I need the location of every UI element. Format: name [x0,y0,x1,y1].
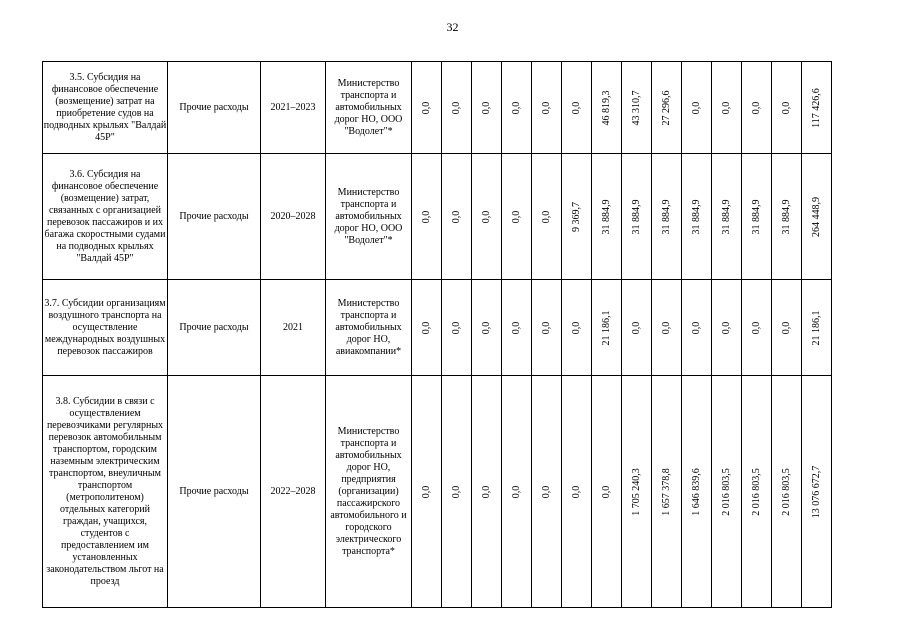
value-cell [562,154,592,280]
amount-value: 1 646 839,6 [690,467,702,516]
amount-value: 31 884,9 [600,199,612,234]
value-cell [442,154,472,280]
amount-value: 9 369,7 [570,201,582,232]
amount-value: 31 884,9 [750,199,762,234]
amount-value: 31 884,9 [720,199,732,234]
value-cell [742,376,772,608]
amount-value: 0,0 [510,210,522,223]
amount-value: 0,0 [480,210,492,223]
amount-value: 1 657 378,8 [660,467,672,516]
value-cell [532,376,562,608]
value-cell [802,280,832,376]
expense-type: Прочие расходы [168,62,261,154]
implementation-years: 2020–2028 [261,154,326,280]
amount-value: 31 884,9 [780,199,792,234]
value-cell [712,154,742,280]
amount-value: 0,0 [510,485,522,498]
expense-type: Прочие расходы [168,376,261,608]
value-cell [682,376,712,608]
value-cell [802,154,832,280]
amount-value: 31 884,9 [660,199,672,234]
amount-value: 0,0 [750,321,762,334]
amount-value: 0,0 [450,210,462,223]
amount-value: 43 310,7 [630,90,642,125]
value-cell [472,154,502,280]
value-cell [502,62,532,154]
value-cell [532,280,562,376]
value-cell [652,376,682,608]
value-cell [682,62,712,154]
implementation-years: 2022–2028 [261,376,326,608]
value-cell [592,280,622,376]
total-value: 117 426,6 [810,87,822,128]
value-cell [412,280,442,376]
value-cell [652,280,682,376]
value-cell [442,62,472,154]
implementation-years: 2021 [261,280,326,376]
value-cell [652,154,682,280]
value-cell [742,280,772,376]
amount-value: 0,0 [690,321,702,334]
amount-value: 21 186,1 [600,310,612,345]
value-cell [742,62,772,154]
expense-type: Прочие расходы [168,280,261,376]
value-cell [562,62,592,154]
amount-value: 0,0 [570,101,582,114]
amount-value: 0,0 [600,485,612,498]
value-cell [622,280,652,376]
value-cell [502,154,532,280]
value-cell [772,154,802,280]
value-cell [772,62,802,154]
amount-value: 0,0 [540,210,552,223]
value-cell [622,376,652,608]
amount-value: 0,0 [450,101,462,114]
value-cell [562,376,592,608]
value-cell [532,62,562,154]
amount-value: 0,0 [450,485,462,498]
amount-value: 0,0 [720,101,732,114]
executor: Министерство транспорта и автомобильных дорог НО, ООО "Водолет"* [326,154,412,280]
page-number: 32 [446,20,459,34]
amount-value: 2 016 803,5 [720,467,732,516]
executor: Министерство транспорта и автомобильных дорог НО, авиакомпании* [326,280,412,376]
value-cell [712,280,742,376]
amount-value: 46 819,3 [600,90,612,125]
table-row [43,376,832,608]
table-row [43,154,832,280]
expense-type: Прочие расходы [168,154,261,280]
table-row [43,280,832,376]
amount-value: 0,0 [750,101,762,114]
value-cell [772,280,802,376]
amount-value: 0,0 [570,321,582,334]
value-cell [592,62,622,154]
amount-value: 0,0 [540,485,552,498]
value-cell [592,376,622,608]
value-cell [682,280,712,376]
amount-value: 0,0 [480,321,492,334]
value-cell [652,62,682,154]
implementation-years: 2021–2023 [261,62,326,154]
row-name: 3.6. Субсидия на финансовое обеспечение (возмещение) затрат, связанных с организацией перевозок пассажиров и их багажа скоростными судами на подводных крыльях "Валдай 45Р" [43,154,168,280]
amount-value: 1 705 240,3 [630,467,642,516]
value-cell [472,376,502,608]
value-cell [532,154,562,280]
value-cell [802,376,832,608]
value-cell [742,154,772,280]
amount-value: 0,0 [780,101,792,114]
amount-value: 31 884,9 [690,199,702,234]
value-cell [802,62,832,154]
row-name: 3.7. Субсидии организациям воздушного транспорта на осуществление международных воздушных перевозок пассажиров [43,280,168,376]
executor: Министерство транспорта и автомобильных дорог НО, ООО "Водолет"* [326,62,412,154]
value-cell [502,280,532,376]
amount-value: 0,0 [690,101,702,114]
amount-value: 0,0 [510,321,522,334]
amount-value: 0,0 [540,101,552,114]
amount-value: 0,0 [450,321,462,334]
value-cell [562,280,592,376]
amount-value: 0,0 [570,485,582,498]
amount-value: 27 296,6 [660,90,672,125]
amount-value: 0,0 [480,485,492,498]
value-cell [772,376,802,608]
amount-value: 0,0 [540,321,552,334]
amount-value: 0,0 [510,101,522,114]
value-cell [592,154,622,280]
amount-value: 0,0 [420,485,432,498]
value-cell [622,154,652,280]
value-cell [412,376,442,608]
amount-value: 0,0 [660,321,672,334]
amount-value: 0,0 [630,321,642,334]
amount-value: 2 016 803,5 [750,467,762,516]
value-cell [412,154,442,280]
value-cell [712,376,742,608]
value-cell [442,376,472,608]
value-cell [442,280,472,376]
amount-value: 31 884,9 [630,199,642,234]
amount-value: 0,0 [720,321,732,334]
total-value: 21 186,1 [810,310,822,345]
amount-value: 0,0 [480,101,492,114]
row-name: 3.5. Субсидия на финансовое обеспечение (возмещение) затрат на приобретение судов на подводных крыльях "Валдай 45Р" [43,62,168,154]
amount-value: 0,0 [420,101,432,114]
value-cell [682,154,712,280]
total-value: 264 448,9 [810,196,822,237]
table-row [43,62,832,154]
amount-value: 0,0 [420,321,432,334]
executor: Министерство транспорта и автомобильных дорог НО, предприятия (организации) пассажирского автомобильного и городского электрического транспорта* [326,376,412,608]
value-cell [502,376,532,608]
amount-value: 2 016 803,5 [780,467,792,516]
amount-value: 0,0 [420,210,432,223]
value-cell [472,62,502,154]
value-cell [622,62,652,154]
value-cell [712,62,742,154]
row-name: 3.8. Субсидии в связи с осуществлением перевозчиками регулярных перевозок автомобильным транспортом, городским наземным электрическим транспортом, внеуличным транспортом (метрополитеном) отдельных категорий граждан, учащихся, студентов с предоставлением им установленных законодательством льгот на проезд [43,376,168,608]
total-value: 13 076 672,7 [810,465,822,518]
value-cell [472,280,502,376]
budget-table [42,61,832,608]
value-cell [412,62,442,154]
amount-value: 0,0 [780,321,792,334]
